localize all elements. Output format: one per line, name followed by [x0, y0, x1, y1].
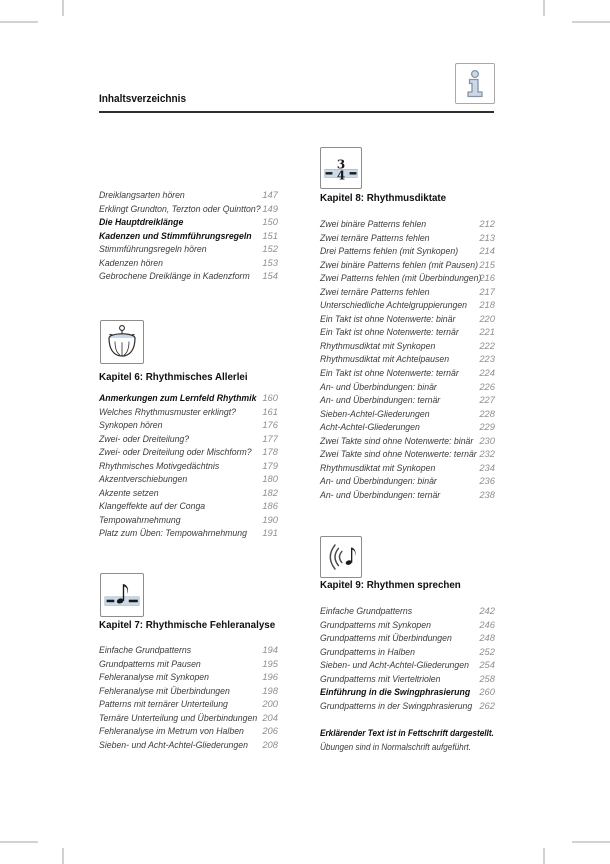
toc-row — [99, 432, 278, 446]
toc-row — [320, 366, 495, 380]
toc-entry-label: Tempowahrnehmung — [99, 513, 181, 525]
toc-row — [320, 393, 495, 407]
toc-entry-page: 217 — [479, 285, 495, 297]
toc-row — [320, 447, 495, 461]
toc-list-chapter9 — [320, 604, 495, 712]
crop-mark-bottom-right-h — [572, 841, 610, 843]
toc-entry-page: 177 — [262, 432, 278, 444]
toc-entry-page: 226 — [479, 380, 495, 392]
toc-row — [99, 670, 278, 684]
toc-row — [99, 215, 278, 229]
toc-row — [320, 685, 495, 699]
toc-entry-page: 228 — [479, 407, 495, 419]
toc-row — [99, 459, 278, 473]
toc-entry-page: 200 — [262, 698, 278, 710]
toc-row — [320, 231, 495, 245]
crop-mark-bottom-left-h — [0, 841, 38, 843]
toc-entry-page: 204 — [262, 711, 278, 723]
toc-row — [99, 202, 278, 216]
toc-entry-page: 252 — [479, 645, 495, 657]
toc-row — [320, 699, 495, 713]
toc-entry-page: 220 — [479, 312, 495, 324]
toc-row — [99, 405, 278, 419]
toc-entry-label: Dreiklangsarten hören — [99, 189, 185, 200]
header-rule — [99, 111, 494, 113]
toc-entry-label: Einfache Grundpatterns — [99, 644, 192, 655]
toc-entry-page: 229 — [479, 421, 495, 433]
toc-row — [99, 738, 278, 752]
toc-entry-page: 196 — [262, 671, 278, 683]
toc-entry-label: Zwei binäre Patterns fehlen (mit Pausen) — [320, 258, 478, 270]
toc-entry-label: Die Hauptdreiklänge — [99, 216, 184, 228]
toc-entry-label: Klangeffekte auf der Conga — [99, 500, 206, 512]
toc-entry-page: 258 — [479, 672, 495, 684]
toc-row — [320, 631, 495, 645]
toc-row — [320, 461, 495, 475]
toc-entry-page: 212 — [479, 218, 495, 229]
toc-entry-page: 208 — [262, 738, 278, 750]
toc-row — [320, 604, 495, 618]
toc-row — [320, 339, 495, 353]
toc-row — [320, 658, 495, 672]
toc-row — [320, 420, 495, 434]
toc-row — [320, 672, 495, 686]
toc-entry-page: 206 — [262, 725, 278, 737]
toc-entry-page: 254 — [479, 659, 495, 671]
toc-entry-label: Sieben- und Acht-Achtel-Gliederungen — [99, 738, 248, 750]
toc-row — [320, 271, 495, 285]
chapter7-icon-box — [100, 573, 144, 617]
footnote — [320, 727, 560, 754]
footnote-line1: Erklärender Text ist in Fettschrift dargestellt. — [320, 728, 494, 738]
toc-entry-label: Ein Takt ist ohne Notenwerte: binär — [320, 312, 456, 324]
toc-entry-page: 224 — [479, 367, 495, 379]
toc-entry-label: Ein Takt ist ohne Notenwerte: ternär — [320, 367, 459, 379]
toc-entry-label: An- und Überbindungen: binär — [320, 380, 437, 392]
toc-entry-label: Zwei binäre Patterns fehlen — [320, 218, 427, 229]
toc-entry-page: 191 — [262, 527, 278, 539]
toc-entry-label: Zwei Takte sind ohne Notenwerte: ternär — [320, 448, 477, 460]
toc-entry-page: 198 — [262, 684, 278, 696]
toc-row — [320, 645, 495, 659]
toc-entry-label: An- und Überbindungen: binär — [320, 475, 437, 487]
page-title: Inhaltsverzeichnis — [99, 93, 187, 105]
toc-entry-label: Patterns mit ternärer Unterteilung — [99, 698, 228, 710]
toc-row — [99, 697, 278, 711]
time-signature-icon — [323, 150, 359, 186]
toc-row — [99, 711, 278, 725]
toc-entry-label: Rhythmisches Motivgedächtnis — [99, 459, 220, 471]
crop-mark-top-left-h — [0, 21, 38, 23]
toc-entry-label: Unterschiedliche Achtelgruppierungen — [320, 299, 468, 311]
toc-entry-label: Fehleranalyse mit Überbindungen — [99, 684, 230, 696]
toc-entry-label: Ternäre Unterteilung und Überbindungen — [99, 711, 258, 723]
toc-row — [99, 188, 278, 202]
toc-row — [99, 724, 278, 738]
toc-entry-label: Fehleranalyse im Metrum von Halben — [99, 725, 244, 737]
toc-row — [320, 244, 495, 258]
toc-entry-page: 179 — [262, 459, 278, 471]
toc-row — [99, 472, 278, 486]
toc-entry-label: Zwei- oder Dreiteilung oder Mischform? — [99, 446, 252, 458]
toc-entry-page: 216 — [479, 272, 495, 284]
toc-entry-label: Sieben- und Acht-Achtel-Gliederungen — [320, 659, 469, 671]
sound-waves-note-icon — [323, 539, 359, 575]
timpani-icon — [104, 324, 140, 360]
toc-row — [320, 352, 495, 366]
toc-row — [320, 298, 495, 312]
toc-entry-page: 234 — [479, 461, 495, 473]
chapter8-icon-box — [320, 147, 362, 189]
toc-entry-label: An- und Überbindungen: ternär — [320, 488, 441, 500]
toc-entry-page: 153 — [262, 256, 278, 268]
toc-entry-page: 213 — [479, 231, 495, 243]
toc-entry-label: Synkopen hören — [99, 419, 163, 431]
toc-entry-label: Grundpatterns mit Überbindungen — [320, 632, 452, 644]
toc-entry-label: Rhythmusdiktat mit Achtelpausen — [320, 353, 450, 365]
svg-text:4: 4 — [336, 168, 346, 183]
toc-entry-page: 262 — [479, 699, 495, 711]
toc-entry-page: 260 — [479, 686, 495, 698]
toc-entry-label: Welches Rhythmusmuster erklingt? — [99, 405, 236, 417]
toc-entry-page: 242 — [479, 605, 495, 616]
toc-entry-page: 227 — [479, 394, 495, 406]
toc-entry-label: Akzentverschiebungen — [99, 473, 188, 485]
toc-entry-page: 194 — [262, 644, 278, 655]
info-icon — [459, 67, 491, 100]
toc-entry-label: Grundpatterns mit Pausen — [99, 657, 201, 669]
toc-entry-page: 147 — [262, 189, 278, 200]
toc-entry-page: 232 — [479, 448, 495, 460]
toc-entry-page: 214 — [479, 245, 495, 257]
toc-entry-page: 215 — [479, 258, 495, 270]
crop-mark-top-left-v — [62, 0, 64, 16]
chapter7-heading: Kapitel 7: Rhythmische Fehleranalyse — [99, 620, 276, 631]
svg-text:3: 3 — [336, 157, 346, 172]
toc-row — [320, 312, 495, 326]
toc-entry-page: 236 — [479, 475, 495, 487]
toc-entry-label: Einfache Grundpatterns — [320, 605, 413, 616]
toc-row — [320, 434, 495, 448]
chapter6-heading: Kapitel 6: Rhythmisches Allerlei — [99, 372, 248, 383]
toc-list-intro — [99, 188, 278, 283]
toc-entry-page: 151 — [262, 229, 278, 241]
toc-row — [320, 474, 495, 488]
toc-entry-page: 154 — [262, 270, 278, 282]
toc-entry-label: Acht-Achtel-Gliederungen — [320, 421, 420, 433]
toc-entry-page: 218 — [479, 299, 495, 311]
toc-entry-label: Zwei Takte sind ohne Notenwerte: binär — [320, 434, 474, 446]
toc-entry-label: Rhythmusdiktat mit Synkopen — [320, 461, 436, 473]
toc-row — [320, 488, 495, 502]
toc-entry-page: 230 — [479, 434, 495, 446]
footnote-line2: Übungen sind in Normalschrift aufgeführt. — [320, 741, 471, 752]
toc-entry-page: 160 — [262, 392, 278, 403]
toc-entry-label: Kadenzen hören — [99, 256, 163, 268]
toc-row — [320, 258, 495, 272]
info-icon-box — [455, 63, 495, 104]
toc-entry-label: Grundpatterns mit Vierteltriolen — [320, 672, 441, 684]
toc-entry-label: Drei Patterns fehlen (mit Synkopen) — [320, 245, 459, 257]
toc-entry-page: 149 — [262, 202, 278, 214]
toc-entry-label: Kadenzen und Stimmführungsregeln — [99, 229, 252, 241]
toc-row — [320, 380, 495, 394]
toc-entry-label: Zwei Patterns fehlen (mit Überbindungen) — [320, 272, 482, 284]
toc-entry-label: Sieben-Achtel-Gliederungen — [320, 407, 430, 419]
crop-mark-top-right-v — [543, 0, 545, 16]
toc-entry-label: Zwei ternäre Patterns fehlen — [320, 285, 430, 297]
toc-row — [99, 269, 278, 283]
chapter9-icon-box — [320, 536, 362, 578]
toc-row — [99, 445, 278, 459]
toc-row — [99, 229, 278, 243]
toc-row — [99, 486, 278, 500]
toc-entry-label: Erklingt Grundton, Terzton oder Quintton? — [99, 202, 261, 214]
toc-entry-label: An- und Überbindungen: ternär — [320, 394, 441, 406]
toc-list-chapter6 — [99, 391, 278, 540]
toc-entry-page: 221 — [479, 326, 495, 338]
eighth-note-on-staff-icon — [103, 576, 141, 614]
toc-row — [320, 285, 495, 299]
toc-entry-label: Grundpatterns in Halben — [320, 645, 416, 657]
toc-row — [320, 618, 495, 632]
toc-entry-page: 152 — [262, 243, 278, 255]
toc-entry-page: 180 — [262, 473, 278, 485]
toc-row — [99, 684, 278, 698]
chapter9-heading: Kapitel 9: Rhythmen sprechen — [320, 580, 461, 591]
toc-entry-label: Zwei- oder Dreiteilung? — [99, 432, 190, 444]
toc-row — [320, 407, 495, 421]
toc-row — [320, 217, 495, 231]
chapter8-heading: Kapitel 8: Rhythmusdiktate — [320, 193, 447, 204]
toc-entry-page: 223 — [479, 353, 495, 365]
toc-row — [320, 325, 495, 339]
toc-entry-label: Fehleranalyse mit Synkopen — [99, 671, 210, 683]
toc-entry-page: 222 — [479, 339, 495, 351]
toc-entry-label: Gebrochene Dreiklänge in Kadenzform — [99, 270, 250, 282]
toc-list-chapter7 — [99, 643, 278, 751]
crop-mark-bottom-left-v — [62, 848, 64, 864]
toc-entry-label: Anmerkungen zum Lernfeld Rhythmik — [99, 392, 257, 403]
toc-row — [99, 643, 278, 657]
toc-entry-page: 161 — [262, 405, 278, 417]
crop-mark-bottom-right-v — [543, 848, 545, 864]
toc-row — [99, 418, 278, 432]
toc-entry-page: 182 — [262, 486, 278, 498]
toc-entry-label: Zwei ternäre Patterns fehlen — [320, 231, 430, 243]
toc-entry-page: 176 — [262, 419, 278, 431]
toc-entry-label: Ein Takt ist ohne Notenwerte: ternär — [320, 326, 459, 338]
toc-entry-page: 246 — [479, 618, 495, 630]
toc-row — [99, 242, 278, 256]
toc-row — [99, 391, 278, 405]
toc-row — [99, 526, 278, 540]
toc-row — [99, 499, 278, 513]
toc-entry-label: Rhythmusdiktat mit Synkopen — [320, 339, 436, 351]
crop-mark-top-right-h — [572, 21, 610, 23]
toc-entry-label: Grundpatterns mit Synkopen — [320, 618, 431, 630]
chapter6-icon-box — [100, 320, 144, 364]
toc-entry-page: 248 — [479, 632, 495, 644]
toc-list-chapter8 — [320, 217, 495, 501]
toc-entry-label: Platz zum Üben: Tempowahrnehmung — [99, 527, 247, 539]
toc-entry-page: 178 — [262, 446, 278, 458]
toc-entry-page: 190 — [262, 513, 278, 525]
toc-entry-page: 150 — [262, 216, 278, 228]
toc-entry-page: 195 — [262, 657, 278, 669]
toc-row — [99, 513, 278, 527]
toc-entry-label: Stimmführungsregeln hören — [99, 243, 207, 255]
toc-entry-label: Akzente setzen — [99, 486, 159, 498]
toc-entry-page: 186 — [262, 500, 278, 512]
toc-row — [99, 256, 278, 270]
toc-entry-page: 238 — [479, 488, 495, 500]
toc-entry-label: Einführung in die Swingphrasierung — [320, 686, 471, 698]
toc-row — [99, 657, 278, 671]
toc-entry-label: Grundpatterns in der Swingphrasierung — [320, 699, 473, 711]
